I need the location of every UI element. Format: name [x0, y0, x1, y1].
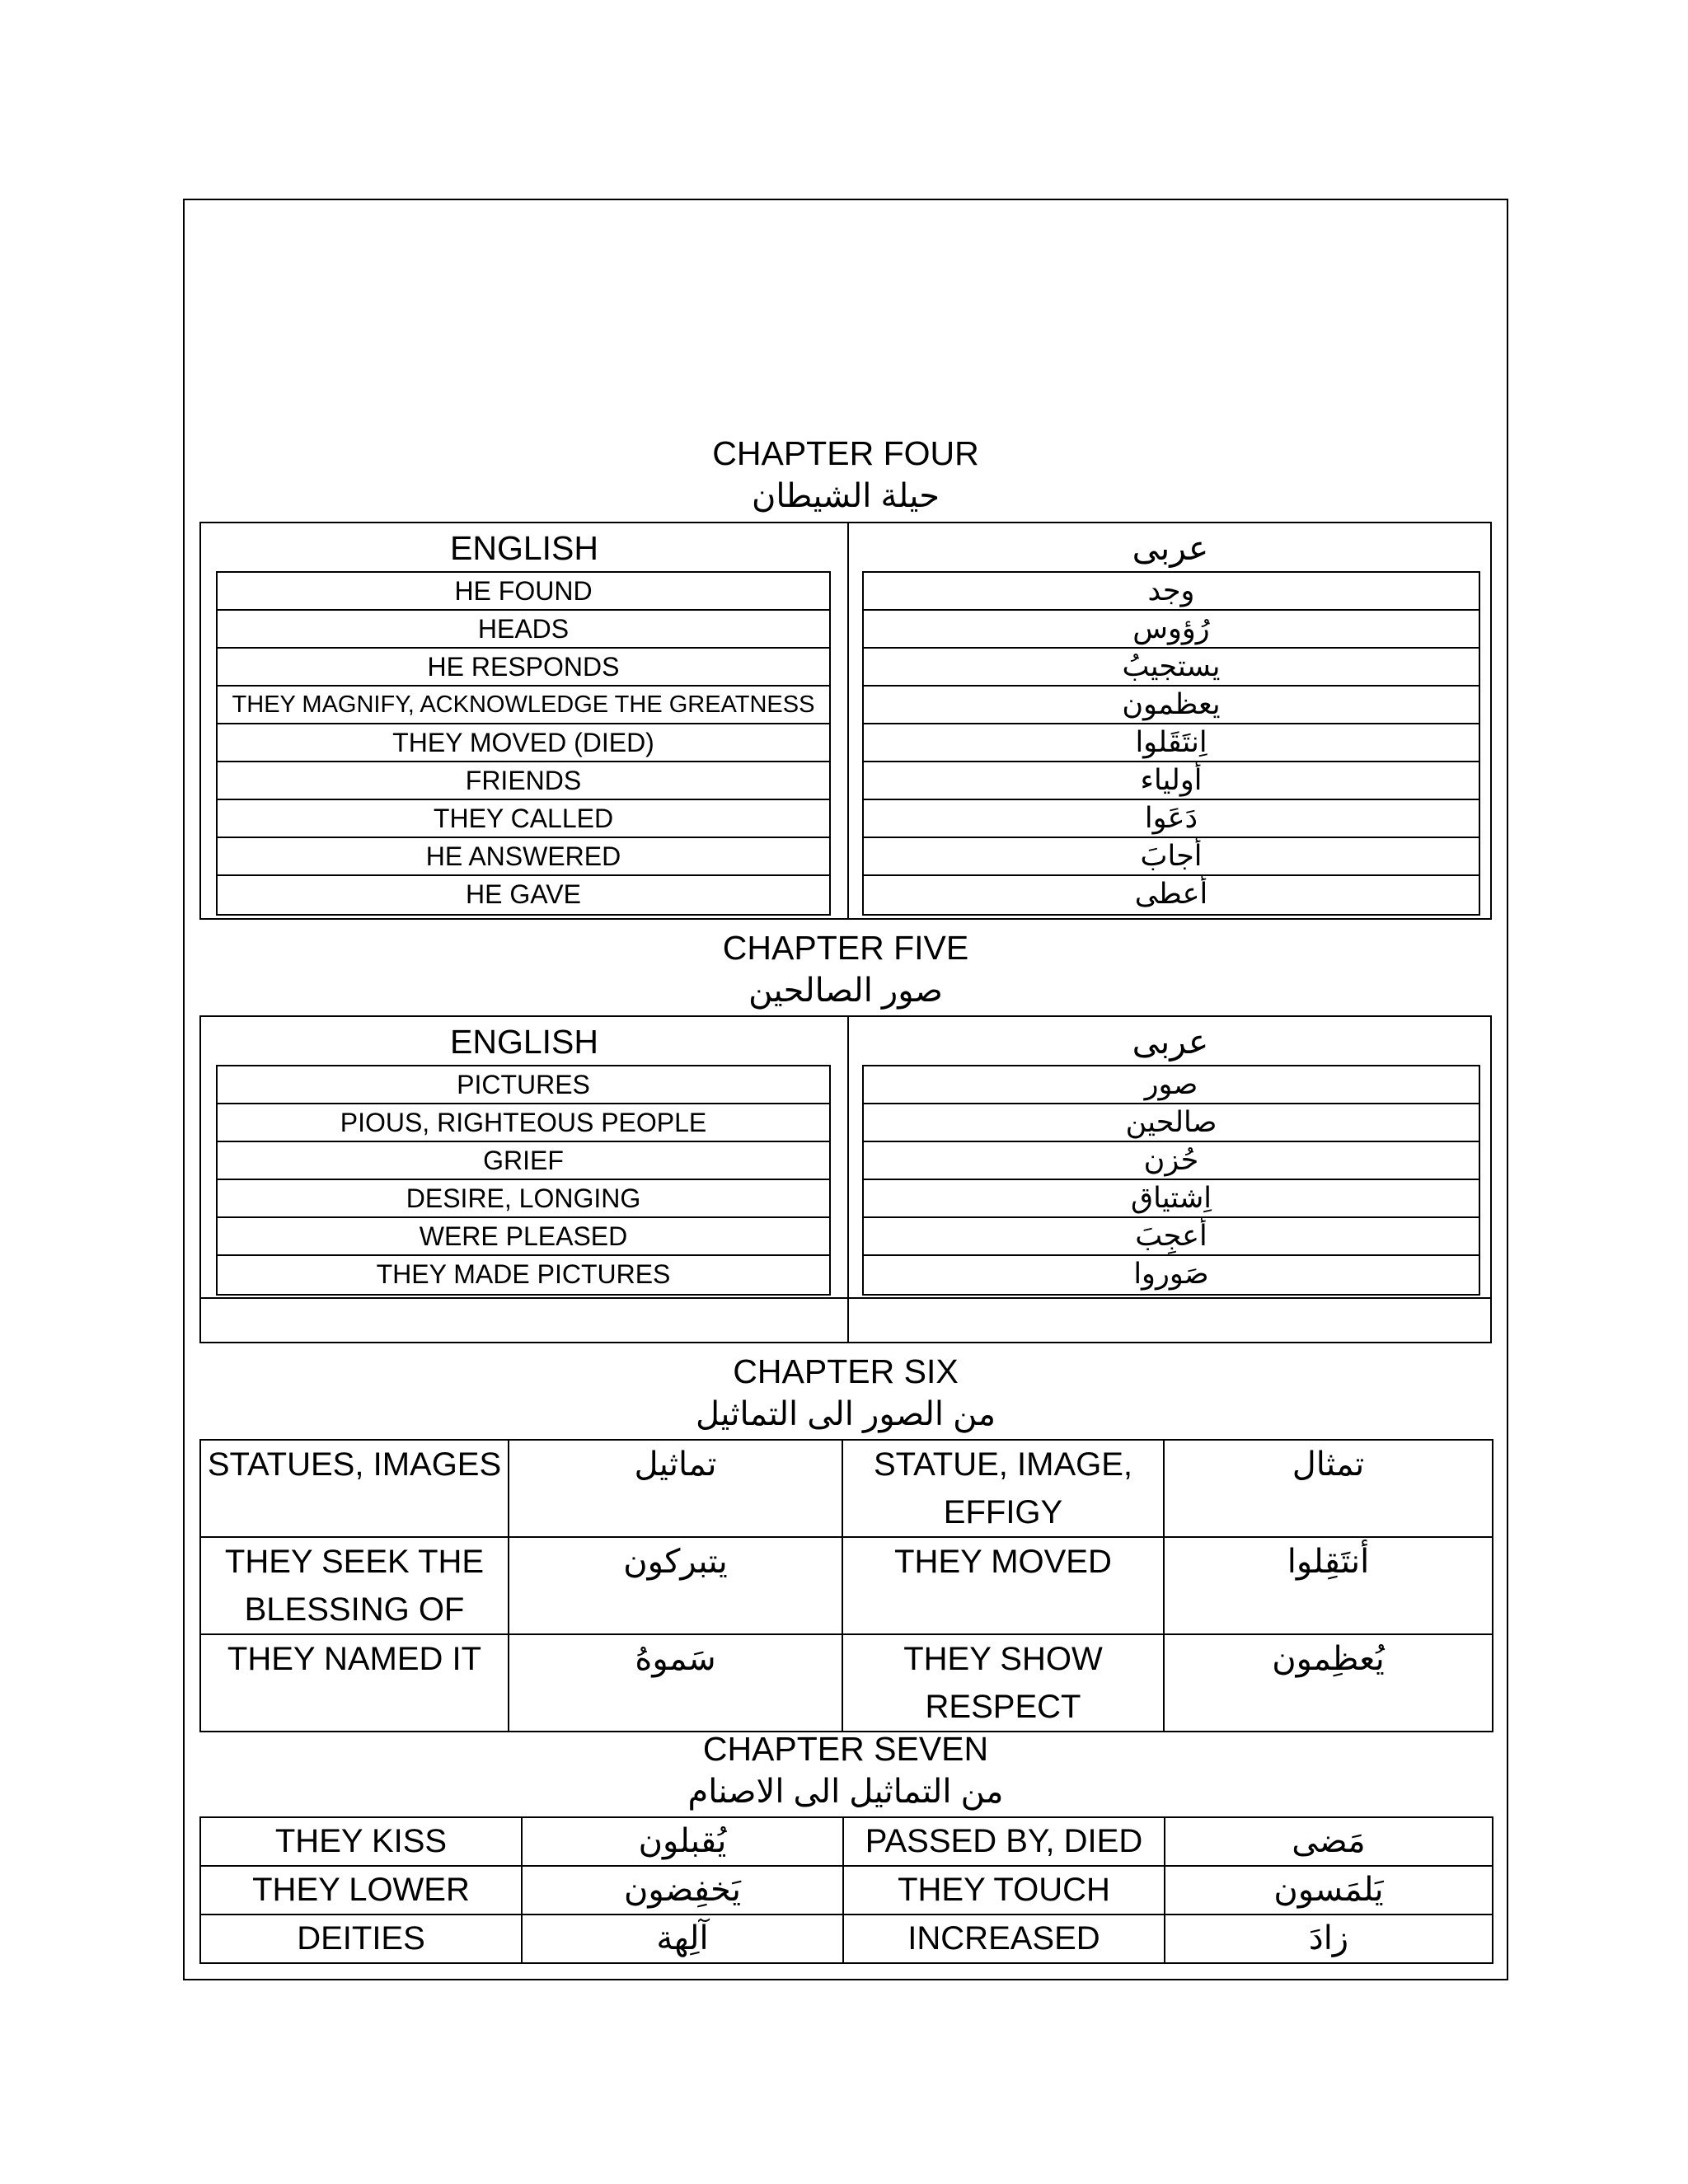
arabic-word: صَوروا	[1133, 1258, 1209, 1290]
english-cell: THEY LOWER	[200, 1866, 522, 1915]
english-word: HEADS	[218, 611, 829, 649]
english-cell: STATUE, IMAGE, EFFIGY	[842, 1440, 1164, 1537]
arabic-cell: آلِهة	[522, 1915, 843, 1963]
arabic-word: أعطى	[1134, 878, 1208, 910]
arabic-cell: يُعظِمون	[1164, 1634, 1493, 1732]
chapter-seven-arabic-title: من التماثيل الى الاصنام	[687, 1774, 1004, 1810]
english-cell: DEITIES	[200, 1915, 522, 1963]
chapter-five-vocab-table	[199, 1015, 1492, 1343]
arabic-cell: يَخفِضون	[522, 1866, 843, 1915]
table-row	[200, 1634, 1493, 1732]
english-word: PICTURES	[218, 1066, 829, 1104]
arabic-word: دَعَوا	[864, 800, 1479, 838]
table-row	[200, 1866, 1493, 1915]
arabic-header: عربى	[1132, 1023, 1209, 1061]
english-word: THEY MAGNIFY, ACKNOWLEDGE THE GREATNESS	[218, 687, 829, 724]
english-cell: PASSED BY, DIED	[843, 1817, 1165, 1866]
arabic-word-list	[862, 571, 1480, 916]
table-row	[200, 1915, 1493, 1963]
english-word: HE FOUND	[218, 573, 829, 611]
english-word: PIOUS, RIGHTEOUS PEOPLE	[218, 1104, 829, 1142]
chapter-five-arabic-title: صور الصالحين	[748, 972, 943, 1009]
table-row	[200, 1537, 1493, 1634]
english-word: FRIENDS	[218, 762, 829, 800]
empty-row-divider	[201, 1297, 1490, 1299]
chapter-five-title: CHAPTER FIVE	[722, 929, 969, 967]
english-header: ENGLISH	[450, 1023, 598, 1061]
english-cell: THEY KISS	[200, 1817, 522, 1866]
arabic-word: أولياء	[864, 762, 1479, 800]
arabic-cell: سَموهُ	[509, 1634, 842, 1732]
arabic-word-list	[862, 1065, 1480, 1296]
chapter-four-vocab-table	[199, 522, 1492, 920]
arabic-column	[847, 523, 1493, 910]
arabic-word: حُزن	[864, 1142, 1479, 1180]
english-cell: THEY SHOW RESPECT	[842, 1634, 1164, 1732]
english-column	[201, 523, 847, 909]
chapter-seven-title: CHAPTER SEVEN	[702, 1730, 989, 1768]
english-cell: THEY MOVED	[842, 1537, 1164, 1634]
arabic-word: أجابَ	[864, 838, 1479, 876]
english-cell: STATUES, IMAGES	[200, 1440, 509, 1537]
chapter-six-vocab-table	[199, 1439, 1493, 1732]
table-row	[200, 1440, 1493, 1537]
arabic-cell: تماثيل	[509, 1440, 842, 1537]
english-word-list	[216, 571, 831, 916]
english-word: GRIEF	[218, 1142, 829, 1180]
english-cell: THEY TOUCH	[843, 1866, 1165, 1915]
english-header: ENGLISH	[450, 529, 598, 567]
arabic-cell: يَلمَسون	[1165, 1866, 1493, 1915]
arabic-cell: زادَ	[1165, 1915, 1493, 1963]
arabic-cell: يتبركون	[509, 1537, 842, 1634]
english-word: THEY CALLED	[218, 800, 829, 838]
english-cell: INCREASED	[843, 1915, 1165, 1963]
english-word: DESIRE, LONGING	[218, 1180, 829, 1218]
arabic-word: يستجيبُ	[864, 649, 1479, 687]
english-word: HE RESPONDS	[218, 649, 829, 687]
arabic-cell: أنتَقِلوا	[1164, 1537, 1493, 1634]
english-word-list	[216, 1065, 831, 1296]
arabic-word: صالحين	[864, 1104, 1479, 1142]
english-column	[201, 1017, 847, 1289]
arabic-cell: تمثال	[1164, 1440, 1493, 1537]
arabic-header: عربى	[1132, 529, 1209, 567]
arabic-word: يعظمون	[864, 687, 1479, 724]
arabic-word: أعجِبَ	[864, 1218, 1479, 1256]
english-word: WERE PLEASED	[218, 1218, 829, 1256]
column-divider	[847, 523, 849, 918]
arabic-word: اِنتَقَلوا	[864, 724, 1479, 762]
english-word: THEY MADE PICTURES	[376, 1259, 671, 1289]
arabic-column	[847, 1017, 1493, 1290]
chapter-four-title: CHAPTER FOUR	[712, 434, 979, 472]
english-word: HE ANSWERED	[218, 838, 829, 876]
arabic-cell: يُقبلون	[522, 1817, 843, 1866]
arabic-word: رُؤوس	[864, 611, 1479, 649]
chapter-six-title: CHAPTER SIX	[733, 1352, 959, 1390]
chapter-seven-vocab-table	[199, 1816, 1493, 1964]
arabic-cell: مَضى	[1165, 1817, 1493, 1866]
arabic-word: صور	[864, 1066, 1479, 1104]
english-cell: THEY SEEK THE BLESSING OF	[200, 1537, 509, 1634]
chapter-four-arabic-title: حيلة الشيطان	[751, 478, 940, 514]
chapter-six-arabic-title: من الصور الى التماثيل	[695, 1396, 996, 1432]
english-word: HE GAVE	[466, 879, 581, 909]
column-divider	[847, 1017, 849, 1342]
english-word: THEY MOVED (DIED)	[218, 724, 829, 762]
arabic-word: اِشتياق	[864, 1180, 1479, 1218]
english-cell: THEY NAMED IT	[200, 1634, 509, 1732]
table-row	[200, 1817, 1493, 1866]
arabic-word: وجد	[864, 573, 1479, 611]
